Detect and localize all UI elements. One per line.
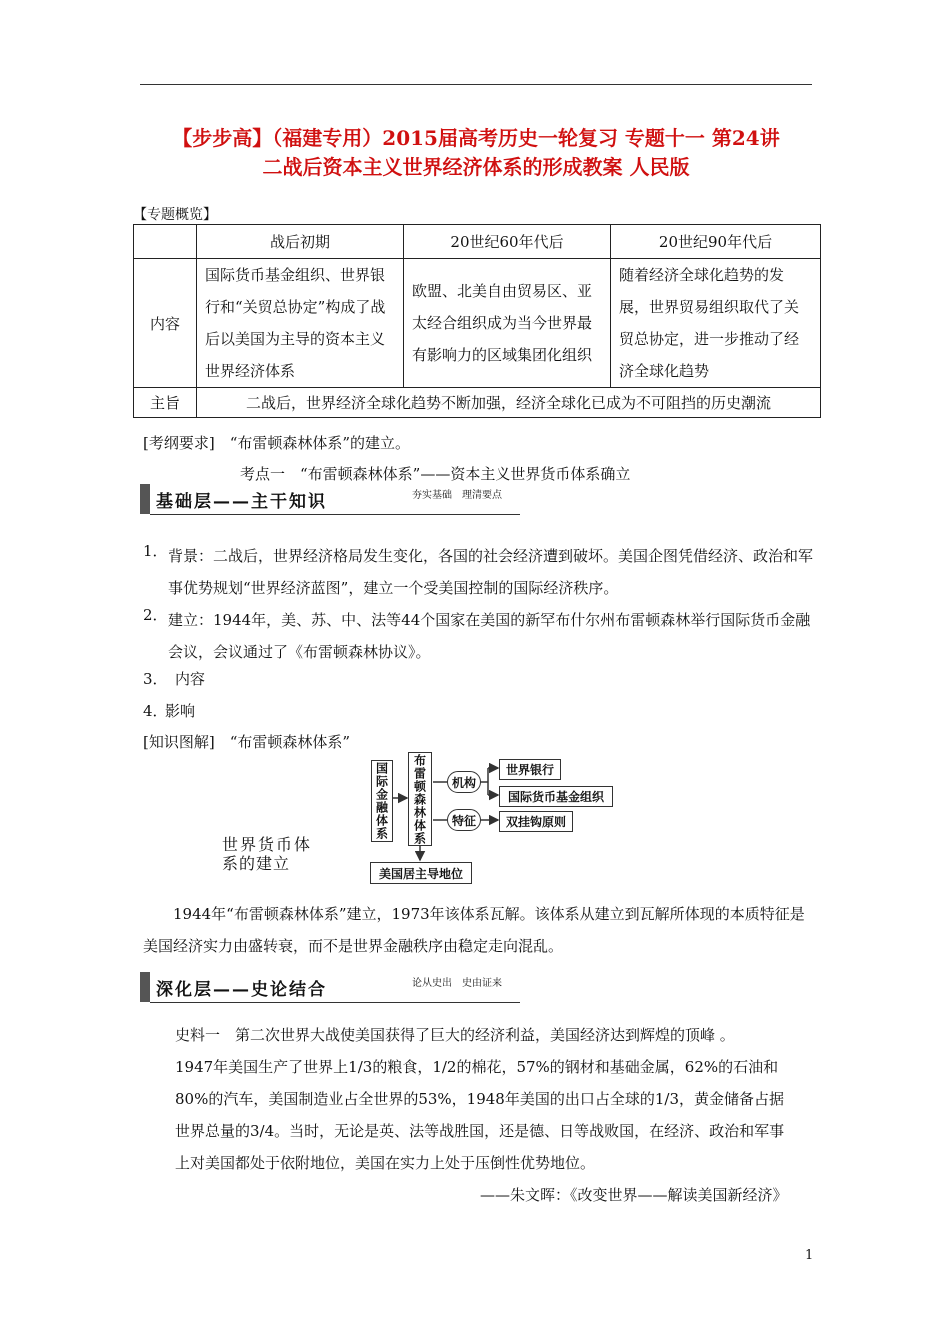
diagram-box-world-bank: 世界银行: [499, 759, 561, 780]
kaodian-title: 考点一 “布雷顿森林体系”——资本主义世界货币体系确立: [240, 465, 631, 483]
point-text: 影响: [165, 702, 196, 720]
diagram-node-institution: 机构: [447, 771, 481, 793]
diagram-side-label-2: 系的建立: [222, 854, 291, 873]
citation: ——朱文晖：《改变世界——解读美国新经济》: [480, 1186, 788, 1204]
document-title-line-1: 【步步高】（福建专用）2015届高考历史一轮复习 专题十一 第24讲: [172, 126, 780, 150]
point-text: 内容: [175, 670, 206, 688]
section-subtitle-deep: 论从史出 史由证来: [412, 978, 502, 989]
point-number: 1．: [143, 542, 168, 560]
diagram-box-double-peg: 双挂钩原则: [499, 811, 573, 832]
table-row-content: [134, 259, 821, 388]
knowledge-diagram-label: [知识图解] “布雷顿森林体系”: [143, 733, 351, 751]
document-title-line-2: 二战后资本主义世界经济体系的形成教案 人民版: [262, 155, 690, 179]
diagram-box-imf: 国际货币基金组织: [499, 786, 613, 807]
point-number: 2．: [143, 606, 168, 624]
table-header-cell-0: [134, 225, 197, 259]
page-number: 1: [805, 1248, 814, 1263]
theme-cell: 二战后，世界经济全球化趋势不断加强，经济全球化已成为不可阻挡的历史潮流: [197, 388, 821, 418]
overview-table: [133, 224, 821, 418]
row-label-content: 内容: [134, 259, 197, 388]
section-title-deep: 深化层——史论结合: [156, 980, 327, 1000]
content-cell-postwar: 国际货币基金组织、世界银行和“关贸总协定”构成了战后以美国为主导的资本主义世界经济体系: [205, 266, 386, 380]
overview-label: 【专题概览】: [133, 207, 217, 223]
table-row-theme: [134, 388, 821, 418]
table-header-cell-1: 战后初期: [197, 225, 404, 259]
point-number: 3．: [143, 670, 168, 688]
diagram-side-label-1: 世界货币体: [222, 835, 313, 854]
table-header-cell-2: 20世纪60年代后: [404, 225, 611, 259]
diagram-box-us-dominance: 美国居主导地位: [370, 862, 472, 884]
header-rule: [140, 84, 812, 85]
exam-requirement: [考纲要求] “布雷顿森林体系”的建立。: [143, 434, 411, 452]
row-label-theme: 主旨: [134, 388, 197, 418]
material-line: 史料一 第二次世界大战使美国获得了巨大的经济利益，美国经济达到辉煌的顶峰 。: [175, 1026, 735, 1044]
table-header-row: [134, 225, 821, 259]
point-text: 背景：二战后，世界经济格局发生变化，各国的社会经济遭到破坏。美国企图凭借经济、政治和军事优势规划“世界经济蓝图”，建立一个受美国控制的国际经济秩序。: [168, 547, 814, 597]
diagram-box-international-finance: 国际金融体系: [371, 760, 393, 842]
summary-paragraph: 1944年“布雷顿森林体系”建立，1973年该体系瓦解。该体系从建立到瓦解所体现的本质特征是美国经济实力由盛转衰，而不是世界金融秩序由稳定走向混乱。: [143, 905, 805, 955]
section-subtitle-basic: 夯实基础 理清要点: [412, 490, 502, 501]
section-underline-deep: [150, 1002, 520, 1003]
material-line: 1947年美国生产了世界上1/3的粮食，1/2的棉花，57%的钢材和基础金属，62%的石油和: [175, 1058, 779, 1076]
point-number: 4．: [143, 702, 168, 720]
content-cell-1990s: 随着经济全球化趋势的发展，世界贸易组织取代了关贸总协定，进一步推动了经济全球化趋势: [619, 266, 800, 380]
table-header-cell-3: 20世纪90年代后: [611, 225, 821, 259]
material-line: 上对美国都处于依附地位，美国在实力上处于压倒性优势地位。: [175, 1154, 596, 1172]
diagram-box-bretton-woods: 布雷顿森林体系: [408, 752, 432, 846]
diagram-node-feature: 特征: [447, 809, 481, 831]
material-line: 世界总量的3/4。当时，无论是英、法等战胜国，还是德、日等战败国，在经济、政治和军事: [175, 1122, 785, 1140]
section-title-basic: 基础层——主干知识: [156, 492, 327, 512]
section-bar-basic: [140, 484, 150, 514]
section-bar-deep: [140, 972, 150, 1002]
content-cell-1960s: 欧盟、北美自由贸易区、亚太经合组织成为当今世界最有影响力的区域集团化组织: [412, 282, 593, 364]
point-text: 建立：1944年，美、苏、中、法等44个国家在美国的新罕布什尔州布雷顿森林举行国际货币金融会议，会议通过了《布雷顿森林协议》。: [168, 611, 811, 661]
material-line: 80%的汽车，美国制造业占全世界的53%，1948年美国的出口占全球的1/3，黄金储备占据: [175, 1090, 784, 1108]
section-underline-basic: [150, 514, 520, 515]
